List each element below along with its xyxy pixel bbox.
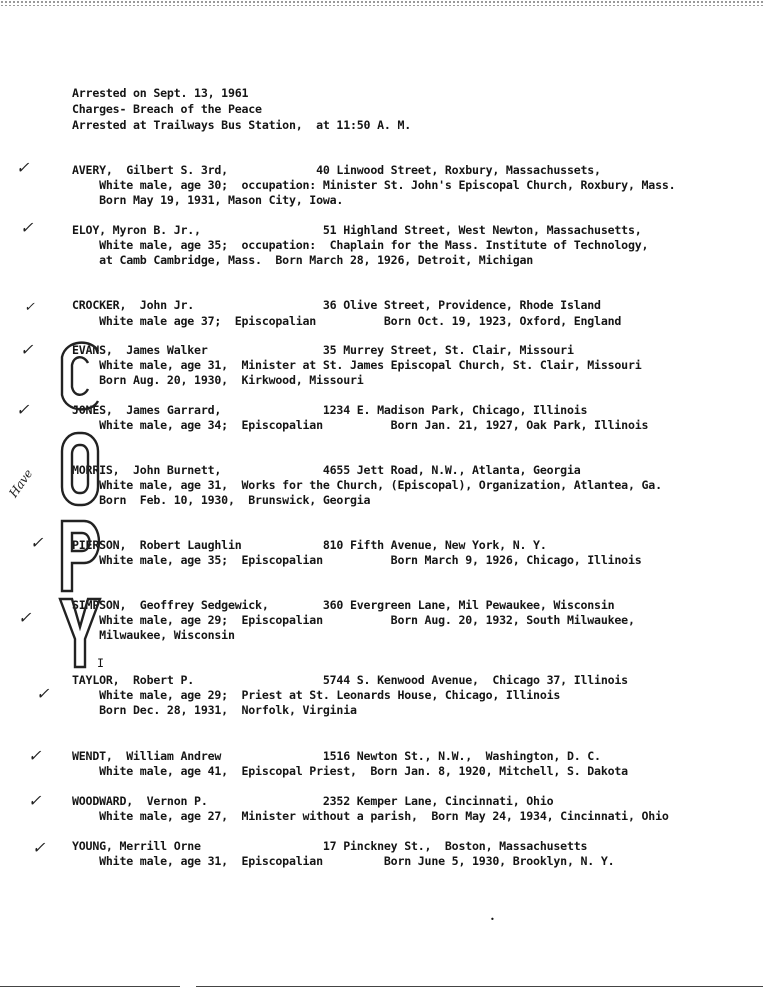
copy-stamp-graphic — [52, 337, 112, 669]
check-mark-icon: ✓ — [18, 608, 32, 627]
entry-evans-line1: EVANS, James Walker 35 Murrey Street, St. Clair, Missouri — [72, 343, 574, 357]
entry-young-line1: YOUNG, Merrill Orne 17 Pinckney St., Boston, Massachusetts — [72, 839, 588, 853]
entry-simpson-line3: Milwaukee, Wisconsin — [72, 628, 235, 642]
entry-avery-line1: AVERY, Gilbert S. 3rd, 40 Linwood Street, Roxbury, Massachussets, — [72, 163, 601, 177]
entry-avery-line3: Born May 19, 1931, Mason City, Iowa. — [72, 193, 344, 207]
handwritten-have-note: Have — [6, 466, 36, 500]
entry-pierson-line1: PIERSON, Robert Laughlin 810 Fifth Avenue, New York, N. Y. — [72, 538, 547, 552]
check-mark-icon: ✓ — [20, 340, 34, 359]
check-mark-icon: ✓ — [16, 158, 30, 177]
entry-morris-line1: MORRIS, John Burnett, 4655 Jett Road, N.W., Atlanta, Georgia — [72, 463, 581, 477]
check-mark-icon: ✓ — [24, 300, 35, 315]
entry-crocker-line1: CROCKER, John Jr. 36 Olive Street, Providence, Rhode Island — [72, 298, 601, 312]
entry-wendt-line2: White male, age 41, Episcopal Priest, Born Jan. 8, 1920, Mitchell, S. Dakota — [72, 764, 628, 778]
stray-mark: I — [97, 656, 104, 670]
arrest-date: Arrested on Sept. 13, 1961 — [72, 86, 249, 100]
check-mark-icon: ✓ — [16, 400, 30, 419]
entry-eloy-line2: White male, age 35; occupation: Chaplain for the Mass. Institute of Technology, — [72, 238, 649, 252]
entry-wendt-line1: WENDT, William Andrew 1516 Newton St., N.W., Washington, D. C. — [72, 749, 601, 763]
entry-avery-line2: White male, age 30; occupation: Minister St. John's Episcopal Church, Roxbury, Mass. — [72, 178, 676, 192]
bottom-rule-right — [196, 986, 763, 987]
check-mark-icon: ✓ — [30, 533, 44, 552]
entry-morris-line3: Born Feb. 10, 1930, Brunswick, Georgia — [72, 493, 371, 507]
entry-woodward-line1: WOODWARD, Vernon P. 2352 Kemper Lane, Cincinnati, Ohio — [72, 794, 554, 808]
entry-jones-line2: White male, age 34; Episcopalian Born Jan. 21, 1927, Oak Park, Illinois — [72, 418, 649, 432]
entry-jones-line1: JONES, James Garrard, 1234 E. Madison Park, Chicago, Illinois — [72, 403, 588, 417]
entry-morris-line2: White male, age 31, Works for the Church, (Episcopal), Organization, Atlantea, Ga. — [72, 478, 662, 492]
entry-simpson-line2: White male, age 29; Episcopalian Born Aug. 20, 1932, South Milwaukee, — [72, 613, 635, 627]
entry-taylor-line1: TAYLOR, Robert P. 5744 S. Kenwood Avenue, Chicago 37, Illinois — [72, 673, 628, 687]
bottom-rule-left — [0, 986, 180, 987]
arrest-location: Arrested at Trailways Bus Station, at 11:50 A. M. — [72, 118, 412, 132]
entry-eloy-line3: at Camb Cambridge, Mass. Born March 28, 1926, Detroit, Michigan — [72, 253, 534, 267]
entry-young-line2: White male, age 31, Episcopalian Born June 5, 1930, Brooklyn, N. Y. — [72, 854, 615, 868]
entry-pierson-line2: White male, age 35; Episcopalian Born March 9, 1926, Chicago, Illinois — [72, 553, 642, 567]
charges: Charges- Breach of the Peace — [72, 102, 262, 116]
entry-simpson-line1: SIMPSON, Geoffrey Sedgewick, 360 Evergreen Lane, Mil Pewaukee, Wisconsin — [72, 598, 615, 612]
check-mark-icon: ✓ — [28, 746, 42, 765]
entry-taylor-line2: White male, age 29; Priest at St. Leonards House, Chicago, Illinois — [72, 688, 561, 702]
entry-eloy-line1: ELOY, Myron B. Jr., 51 Highland Street, West Newton, Massachusetts, — [72, 223, 642, 237]
copy-stamp — [52, 337, 112, 669]
check-mark-icon: ✓ — [36, 684, 50, 703]
entry-evans-line3: Born Aug. 20, 1930, Kirkwood, Missouri — [72, 373, 364, 387]
entry-taylor-line3: Born Dec. 28, 1931, Norfolk, Virginia — [72, 703, 357, 717]
check-mark-icon: ✓ — [20, 218, 34, 237]
entry-evans-line2: White male, age 31, Minister at St. James Episcopal Church, St. Clair, Missouri — [72, 358, 642, 372]
stray-mark: • — [490, 915, 495, 924]
check-mark-icon: ✓ — [28, 791, 42, 810]
check-mark-icon: ✓ — [32, 838, 46, 857]
entry-crocker-line2: White male age 37; Episcopalian Born Oct. 19, 1923, Oxford, England — [72, 314, 622, 328]
entry-woodward-line2: White male, age 27, Minister without a parish, Born May 24, 1934, Cincinnati, Ohio — [72, 809, 669, 823]
